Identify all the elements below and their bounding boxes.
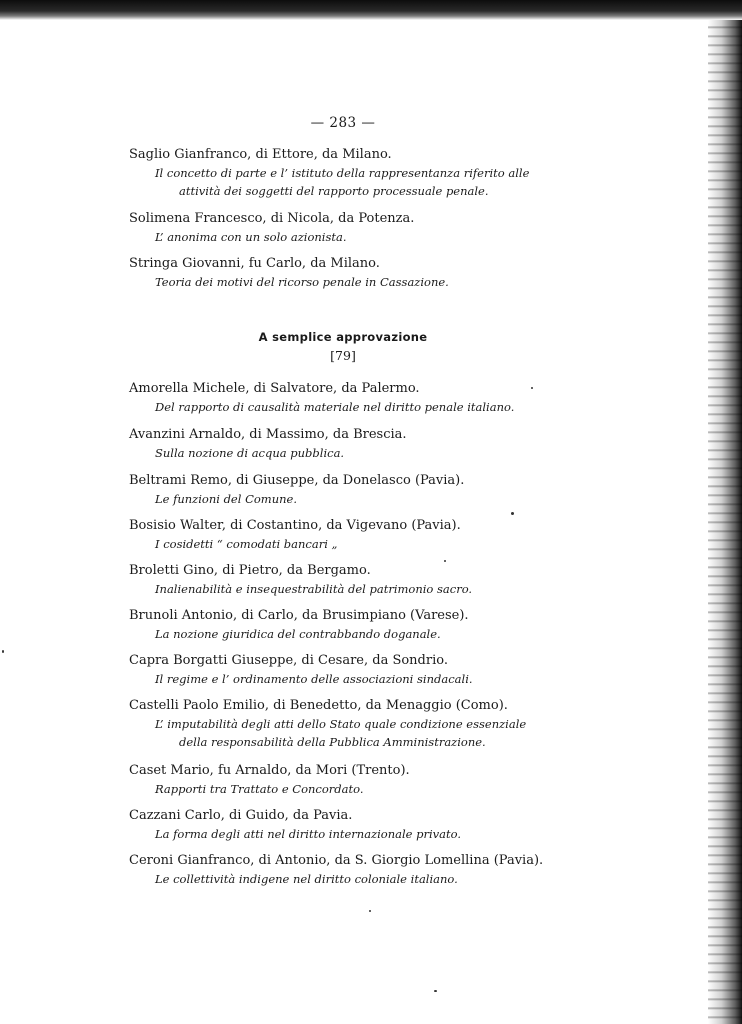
author-name: Capra Borgatti Giuseppe, di Cesare, da Sondrio. <box>129 653 448 668</box>
list-item <box>129 807 599 843</box>
thesis-title: Le collettività indigene nel diritto coloniale italiano. <box>155 872 458 886</box>
thesis-title: Il regime e l’ ordinamento delle associazioni sindacali. <box>155 672 473 686</box>
thesis-title: La forma degli atti nel diritto internazionale privato. <box>155 827 462 841</box>
scan-speck <box>2 650 4 653</box>
section-count: [79] <box>330 348 356 363</box>
scan-speck <box>369 910 371 912</box>
thesis-title-line: L’ imputabilità degli atti dello Stato quale condizione essenziale <box>155 717 527 731</box>
thesis-title: I cosidetti “ comodati bancari „ <box>155 537 338 551</box>
author-name: Beltrami Remo, di Giuseppe, da Donelasco (Pavia). <box>129 473 465 488</box>
scan-speck <box>434 990 437 992</box>
author-name: Caset Mario, fu Arnaldo, da Mori (Trento). <box>129 763 410 778</box>
author-name: Brunoli Antonio, di Carlo, da Brusimpiano (Varese). <box>129 608 469 623</box>
thesis-title: Teoria dei motivi del ricorso penale in Cassazione. <box>155 275 449 289</box>
thesis-title: Del rapporto di causalità materiale nel diritto penale italiano. <box>155 400 515 414</box>
list-item <box>129 472 599 508</box>
page-number: — 283 — <box>310 115 376 131</box>
list-item <box>129 255 599 291</box>
author-name: Bosisio Walter, di Costantino, da Vigevano (Pavia). <box>129 518 461 533</box>
thesis-title-line: della responsabilità della Pubblica Amministrazione. <box>179 735 486 749</box>
thesis-title-line: Il concetto di parte e l’ istituto della rappresentanza riferito alle <box>155 166 530 180</box>
author-name: Castelli Paolo Emilio, di Benedetto, da Menaggio (Como). <box>129 698 508 713</box>
list-item <box>129 426 599 462</box>
list-item <box>129 697 599 751</box>
thesis-title-line: attività dei soggetti del rapporto processuale penale. <box>179 184 489 198</box>
scan-speck <box>444 560 446 562</box>
thesis-title: Sulla nozione di acqua pubblica. <box>155 446 345 460</box>
list-item <box>129 146 599 200</box>
list-item <box>129 852 599 888</box>
scan-right-edge <box>708 20 742 1024</box>
scan-speck <box>531 387 533 389</box>
author-name: Ceroni Gianfranco, di Antonio, da S. Giorgio Lomellina (Pavia). <box>129 853 544 868</box>
author-name: Avanzini Arnaldo, di Massimo, da Brescia. <box>129 427 407 442</box>
list-item <box>129 380 599 416</box>
list-item <box>129 562 599 598</box>
author-name: Stringa Giovanni, fu Carlo, da Milano. <box>129 256 380 271</box>
list-item <box>129 652 599 688</box>
thesis-title: Le funzioni del Comune. <box>155 492 297 506</box>
list-item <box>129 762 599 798</box>
thesis-title: L’ anonima con un solo azionista. <box>155 230 347 244</box>
author-name: Solimena Francesco, di Nicola, da Potenza. <box>129 211 415 226</box>
author-name: Saglio Gianfranco, di Ettore, da Milano. <box>129 147 392 162</box>
thesis-title: Rapporti tra Trattato e Concordato. <box>155 782 364 796</box>
author-name: Amorella Michele, di Salvatore, da Palermo. <box>129 381 420 396</box>
author-name: Broletti Gino, di Pietro, da Bergamo. <box>129 563 371 578</box>
section-heading: A semplice approvazione <box>258 330 428 344</box>
author-name: Cazzani Carlo, di Guido, da Pavia. <box>129 808 353 823</box>
scan-speck <box>511 512 514 515</box>
list-item <box>129 607 599 643</box>
scan-top-edge <box>0 0 742 20</box>
thesis-title: La nozione giuridica del contrabbando doganale. <box>155 627 441 641</box>
list-item <box>129 517 599 553</box>
thesis-title: Inalienabilità e insequestrabilità del patrimonio sacro. <box>155 582 473 596</box>
list-item <box>129 210 599 246</box>
thesis-title <box>129 715 555 751</box>
thesis-title <box>129 164 555 200</box>
